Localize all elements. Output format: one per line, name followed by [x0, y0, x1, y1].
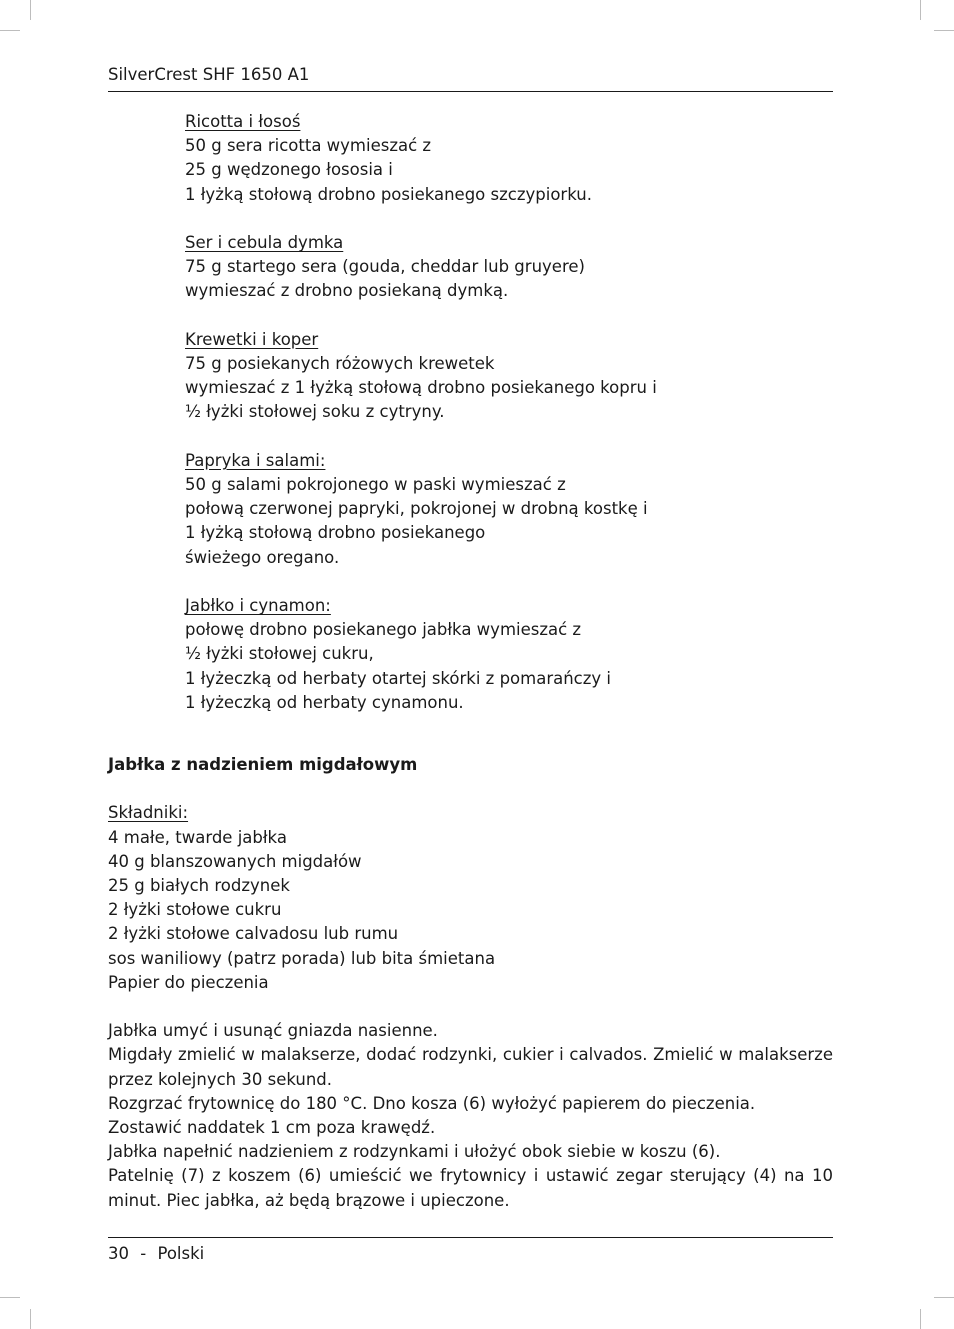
filling-line: ½ łyżki stołowej soku z cytryny. — [185, 402, 445, 422]
instruction-step: Patelnię (7) z koszem (6) umieścić we frytownicy i ustawić zegar sterujący (4) na 10 minut. Piec jabłka, aż będą brązowe i upieczone. — [108, 1166, 833, 1210]
page-header — [108, 63, 833, 92]
instructions — [108, 1019, 833, 1213]
crop-mark — [920, 0, 921, 20]
filling-line: 50 g sera ricotta wymieszać z — [185, 136, 432, 156]
instruction-step: Migdały zmielić w malakserze, dodać rodzynki, cukier i calvados. Zmielić w malakserze przez kolejnych 30 sekund. — [108, 1045, 833, 1089]
crop-mark — [920, 1309, 921, 1329]
ingredient-item: 4 małe, twarde jabłka — [108, 827, 287, 847]
filling-line: 1 łyżką stołową drobno posiekanego — [185, 523, 486, 543]
crop-mark — [30, 0, 31, 20]
page-number: 30 — [108, 1244, 129, 1263]
crop-mark — [934, 1297, 954, 1298]
crop-mark — [0, 30, 20, 31]
filling-line: połową czerwonej papryki, pokrojonej w drobną kostkę i — [185, 499, 648, 519]
filling-line: 25 g wędzonego łososia i — [185, 160, 393, 180]
fillings-list — [185, 110, 825, 739]
filling-shrimp-dill — [185, 328, 825, 425]
filling-apple-cinnamon — [185, 594, 825, 715]
filling-cheese-onion — [185, 231, 825, 304]
filling-line: 75 g startego sera (gouda, cheddar lub gruyere) — [185, 257, 585, 277]
ingredients-list — [108, 801, 833, 995]
ingredient-item: 40 g blanszowanych migdałów — [108, 851, 362, 871]
crop-mark — [0, 1297, 20, 1298]
footer-separator: - — [140, 1244, 147, 1263]
ingredient-item: 2 łyżki stołowe calvadosu lub rumu — [108, 924, 399, 944]
filling-line: 1 łyżką stołową drobno posiekanego szczypiorku. — [185, 184, 592, 204]
filling-pepper-salami — [185, 449, 825, 570]
filling-line: 1 łyżeczką od herbaty cynamonu. — [185, 692, 464, 712]
filling-line: świeżego oregano. — [185, 547, 340, 567]
filling-ricotta — [185, 110, 825, 207]
filling-line: 1 łyżeczką od herbaty otartej skórki z pomarańczy i — [185, 668, 611, 688]
ingredient-item: Papier do pieczenia — [108, 972, 269, 992]
instruction-step: Jabłka napełnić nadzieniem z rodzynkami i ułożyć obok siebie w koszu (6). — [108, 1142, 721, 1162]
filling-name: Ricotta i łosoś — [185, 112, 301, 131]
footer-language: Polski — [157, 1244, 205, 1263]
header-title: SilverCrest SHF 1650 A1 — [108, 65, 310, 84]
filling-line: ½ łyżki stołowej cukru, — [185, 644, 374, 664]
filling-name: Papryka i salami: — [185, 450, 326, 470]
filling-name: Jabłko i cynamon: — [185, 596, 331, 615]
crop-mark — [30, 1309, 31, 1329]
recipe-section — [108, 753, 833, 1213]
filling-line: wymieszać z 1 łyżką stołową drobno posiekanego kopru i — [185, 378, 657, 398]
instruction-step: Rozgrzać frytownicę do 180 °C. Dno kosza (6) wyłożyć papierem do pieczenia. — [108, 1093, 756, 1113]
crop-mark — [934, 30, 954, 31]
filling-name: Ser i cebula dymka — [185, 233, 344, 252]
instruction-step: Jabłka umyć i usunąć gniazda nasienne. — [108, 1021, 438, 1041]
page-footer — [108, 1237, 833, 1265]
ingredient-item: 2 łyżki stołowe cukru — [108, 900, 282, 920]
instruction-step: Zostawić naddatek 1 cm poza krawędź. — [108, 1118, 436, 1138]
filling-line: połowę drobno posiekanego jabłka wymieszać z — [185, 620, 582, 640]
filling-line: wymieszać z drobno posiekaną dymką. — [185, 281, 509, 301]
ingredient-item: 25 g białych rodzynek — [108, 876, 290, 895]
filling-line: 50 g salami pokrojonego w paski wymieszać z — [185, 475, 566, 494]
ingredients-label: Składniki: — [108, 803, 189, 823]
ingredient-item: sos waniliowy (patrz porada) lub bita śmietana — [108, 948, 496, 968]
recipe-title: Jabłka z nadzieniem migdałowym — [108, 755, 418, 774]
filling-line: 75 g posiekanych różowych krewetek — [185, 354, 495, 373]
filling-name: Krewetki i koper — [185, 329, 319, 349]
